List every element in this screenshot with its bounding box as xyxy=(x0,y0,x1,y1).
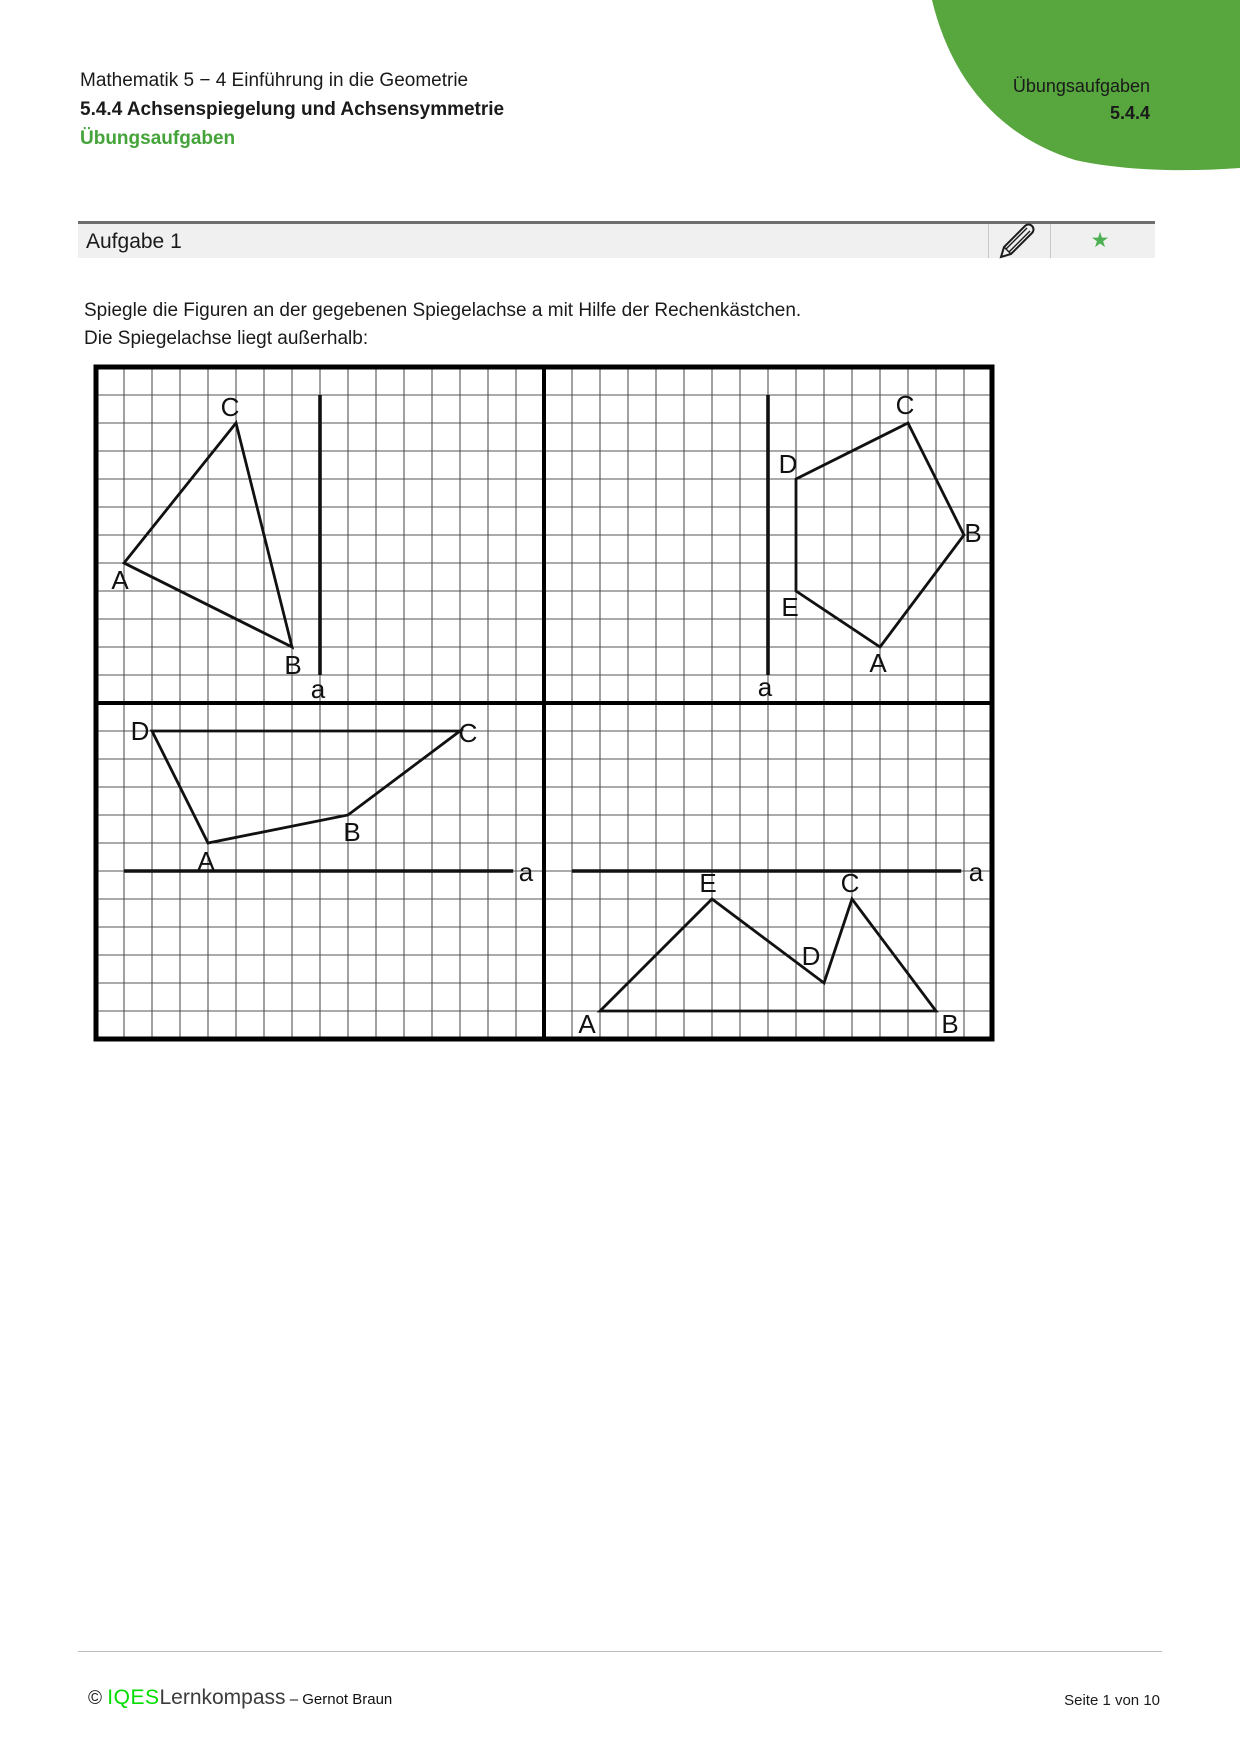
grid-svg xyxy=(90,361,998,1045)
header-category-line: Übungsaufgaben xyxy=(80,128,236,149)
footer xyxy=(88,1686,392,1710)
footer-separator: – xyxy=(285,1691,303,1708)
figure-pentagon-top-right-axis-label: a xyxy=(757,672,773,702)
brand-iqes: IQES xyxy=(107,1686,160,1709)
figure-pentagon-top-right-vertex-label-D: D xyxy=(778,449,798,479)
figure-triangle-top-left-vertex-label-B: B xyxy=(284,650,302,680)
header-topic-line: 5.4.4 Achsenspiegelung und Achsensymmetrie xyxy=(80,99,505,120)
footer-author: Gernot Braun xyxy=(302,1691,393,1708)
figure-quadrilateral-bottom-left-vertex-label-A: A xyxy=(197,846,215,876)
badge-subject: Übungsaufgaben xyxy=(1012,76,1150,96)
header-course-line: Mathematik 5 − 4 Einführung in die Geometrie xyxy=(80,70,469,91)
figure-pentagon-top-right-vertex-label-A: A xyxy=(869,648,887,678)
task-title: Aufgabe 1 xyxy=(86,230,182,253)
brand-lernkompass: Lernkompass xyxy=(159,1686,286,1709)
figure-pentagon-top-right-vertex-label-E: E xyxy=(781,592,799,622)
task-instructions xyxy=(84,297,801,353)
figure-pentagon-top-right-vertex-label-B: B xyxy=(964,518,982,548)
pencil-icon xyxy=(994,220,1038,264)
figure-zigzag-bottom-right-vertex-label-E: E xyxy=(699,868,717,898)
figure-zigzag-bottom-right-axis-label: a xyxy=(968,857,984,887)
figure-zigzag-bottom-right-vertex-label-D: D xyxy=(801,941,821,971)
figure-pentagon-top-right-vertex-label-C: C xyxy=(895,390,915,420)
figure-zigzag-bottom-right-vertex-label-A: A xyxy=(578,1009,596,1039)
figure-triangle-top-left-vertex-label-C: C xyxy=(220,392,240,422)
figure-quadrilateral-bottom-left-axis-label: a xyxy=(518,857,534,887)
figure-zigzag-bottom-right-vertex-label-C: C xyxy=(840,868,860,898)
figure-zigzag-bottom-right-vertex-label-B: B xyxy=(941,1009,959,1039)
footer-divider xyxy=(78,1651,1162,1652)
copyright-symbol: © xyxy=(88,1688,108,1709)
task-bar-divider xyxy=(1050,224,1051,258)
figure-quadrilateral-bottom-left-vertex-label-B: B xyxy=(343,817,361,847)
document-header xyxy=(80,66,504,153)
task-bar xyxy=(78,221,1155,258)
instruction-line-2: Die Spiegelachse liegt außerhalb: xyxy=(84,328,369,349)
figure-triangle-top-left-vertex-label-A: A xyxy=(111,565,129,595)
difficulty-star-icon: ★ xyxy=(1090,229,1110,252)
figure-triangle-top-left-axis-label: a xyxy=(310,674,326,704)
figure-quadrilateral-bottom-left-vertex-label-D: D xyxy=(130,716,150,746)
figure-quadrilateral-bottom-left-vertex-label-C: C xyxy=(458,718,478,748)
badge-section-number: 5.4.4 xyxy=(1109,103,1150,123)
task-bar-divider xyxy=(988,224,989,258)
instruction-line-1: Spiegle die Figuren an der gegebenen Spiegelachse a mit Hilfe der Rechenkästchen. xyxy=(84,300,802,321)
page-indicator: Seite 1 von 10 xyxy=(1064,1692,1160,1709)
